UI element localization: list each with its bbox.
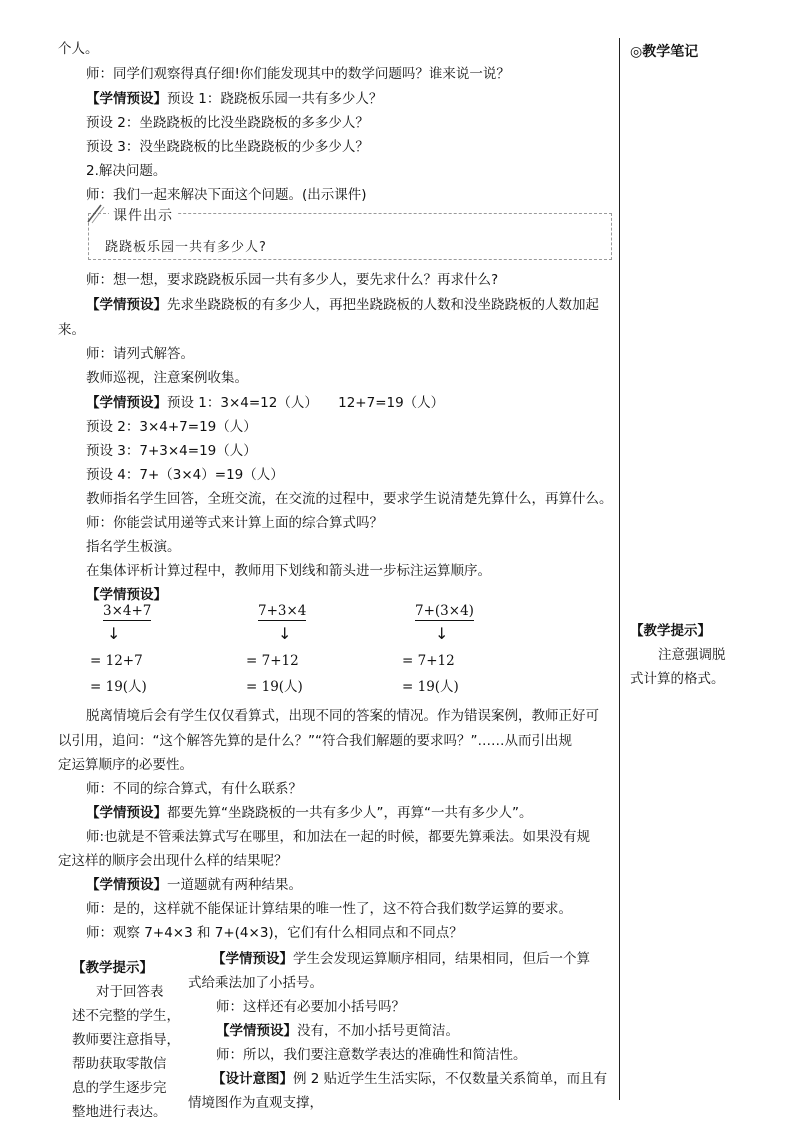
line-text: 情境图作为直观支撑， [188,1095,323,1111]
text-line [58,39,99,59]
courseware-title: 课件出示 [109,205,177,225]
line-text: 预设 1：3×4=12（人） 12+7=19（人） [167,395,445,411]
text-line [86,344,194,364]
courseware-box [88,208,612,260]
text-line [58,851,288,871]
tip-line: 述不完整的学生， [72,1008,180,1024]
column-divider [619,38,620,1100]
line-text: 没有，不加小括号更简洁。 [297,1023,459,1039]
line-text: 师:也就是不管乘法算式写在哪里，和加法在一起的时候，都要先算乘法。如果没有规 [86,829,591,845]
line-text: 师：不同的综合算式，有什么联系？ [86,781,302,797]
section-tag: 【学情预设】 [216,1023,297,1039]
side-tip-title: 【教学提示】 [630,623,711,639]
section-tag: 【设计意图】 [212,1071,293,1087]
expr-text: 3×4+7 [103,603,152,619]
calc-step: = 12+7 [90,653,143,669]
teaching-notes-title: ◎教学笔记 [630,44,699,60]
text-line [86,489,613,509]
text-line [86,513,383,533]
text-line [86,368,248,388]
calc-expression [103,601,151,621]
text-line [86,803,532,823]
side-tip-line: 式计算的格式。 [630,671,725,687]
text-line [86,827,590,847]
text-line [86,923,463,943]
section-tag: 【学情预设】 [86,395,167,411]
calc-step: = 19(人) [246,679,303,695]
text-line [86,270,498,290]
text-line [86,561,491,581]
down-arrow-icon: ↓ [435,624,449,643]
line-text: 师：是的，这样就不能保证计算结果的唯一性了，这不符合我们数学运算的要求。 [86,901,572,917]
line-text: 预设 2：坐跷跷板的比没坐跷跷板的多多少人？ [86,115,369,131]
line-text: 师：想一想，要求跷跷板乐园一共有多少人，要先求什么？再求什么? [86,272,499,288]
line-text: 师：这样还有必要加小括号吗？ [216,999,405,1015]
text-line [212,1069,607,1089]
text-line [86,417,257,437]
line-text: 先求坐跷跷板的有多少人，再把坐跷跷板的人数和没坐跷跷板的人数加起 [167,297,599,313]
tip-line: 息的学生逐步完 [72,1080,167,1096]
text-line [58,320,85,340]
down-arrow-icon: ↓ [107,624,121,643]
text-line [86,875,302,895]
text-line [216,997,405,1017]
tip-line: 整地进行表达。 [72,1104,167,1120]
calc-expression [415,601,474,621]
line-text: 定运算顺序的必要性。 [58,757,193,773]
text-line [58,731,572,751]
calc-expression [258,601,306,621]
down-arrow-icon: ↓ [278,624,292,643]
line-text: 预设 2：3×4+7=19（人） [86,419,257,435]
section-tag: 【学情预设】 [86,297,167,313]
text-line [86,706,599,726]
line-text: 教师指名学生回答，全班交流，在交流的过程中，要求学生说清楚先算什么，再算什么。 [86,491,613,507]
text-line [188,973,323,993]
line-text: 预设 4：7+（3×4）=19（人） [86,467,284,483]
line-text: 师：我们一起来解决下面这个问题。(出示课件) [86,187,367,203]
pen-icon [85,202,107,224]
section-tag: 【学情预设】 [86,587,167,603]
line-text: 指名学生板演。 [86,539,181,555]
text-line [86,465,284,485]
tip-line: 帮助获取零散信 [72,1056,167,1072]
text-line [86,899,572,919]
line-text: 预设 3：7+3×4=19（人） [86,443,257,459]
line-text: 教师巡视，注意案例收集。 [86,370,248,386]
line-text: 2.解决问题。 [86,163,167,179]
section-tag: 【学情预设】 [86,91,167,107]
line-text: 脱离情境后会有学生仅仅看算式，出现不同的答案的情况。作为错误案例，教师正好可 [86,708,599,724]
calc-step: = 19(人) [402,679,459,695]
line-text: 定这样的顺序会出现什么样的结果呢？ [58,853,288,869]
line-text: 预设 1：跷跷板乐园一共有多少人？ [167,91,383,107]
text-line [188,1093,323,1113]
line-text: 个人。 [58,41,99,57]
calc-step: = 19(人) [90,679,147,695]
text-line [86,113,369,133]
line-text: 一道题就有两种结果。 [167,877,302,893]
line-text: 师：你能尝试用递等式来计算上面的综合算式吗？ [86,515,383,531]
calc-step: = 7+12 [402,653,455,669]
line-text: 以引用，追问：“这个解答先算的是什么？”“符合我们解题的要求吗？”……从而引出规 [58,733,572,749]
line-text: 师：观察 7+4×3 和 7+(4×3)，它们有什么相同点和不同点？ [86,925,463,941]
line-text: 师：同学们观察得真仔细!你们能发现其中的数学问题吗？谁来说一说？ [86,66,510,82]
text-line [86,295,599,315]
expr-text: 7+(3×4) [415,603,474,619]
section-tag: 【学情预设】 [212,951,293,967]
tip-line: 对于回答表 [96,984,164,1000]
line-text: 例 2 贴近学生生活实际，不仅数量关系简单，而且有 [293,1071,608,1087]
text-line [86,185,367,205]
line-text: 师：所以，我们要注意数学表达的准确性和简洁性。 [216,1047,527,1063]
text-line [86,89,382,109]
text-line [58,755,193,775]
text-line [212,949,590,969]
text-line [86,161,166,181]
line-text: 都要先算“坐跷跷板的一共有多少人”，再算“一共有多少人”。 [167,805,533,821]
line-text: 预设 3：没坐跷跷板的比坐跷跷板的少多少人？ [86,139,369,155]
tip-line: 教师要注意指导， [72,1032,180,1048]
side-tip-line: 注意强调脱 [658,647,726,663]
section-tag: 【学情预设】 [86,805,167,821]
line-text: 学生会发现运算顺序相同，结果相同，但后一个算 [293,951,590,967]
tip-title: 【教学提示】 [72,960,153,976]
line-text: 式给乘法加了小括号。 [188,975,323,991]
line-text: 师：请列式解答。 [86,346,194,362]
expr-text: 7+3×4 [258,603,307,619]
calc-step: = 7+12 [246,653,299,669]
text-line [86,137,369,157]
text-line [86,393,444,413]
text-line [86,64,510,84]
text-line [216,1045,527,1065]
text-line [86,441,257,461]
text-line [86,779,302,799]
text-line [86,537,181,557]
section-tag: 【学情预设】 [86,877,167,893]
line-text: 在集体评析计算过程中，教师用下划线和箭头进一步标注运算顺序。 [86,563,491,579]
line-text: 来。 [58,322,85,338]
courseware-body: 跷跷板乐园一共有多少人? [105,240,267,255]
text-line [216,1021,459,1041]
